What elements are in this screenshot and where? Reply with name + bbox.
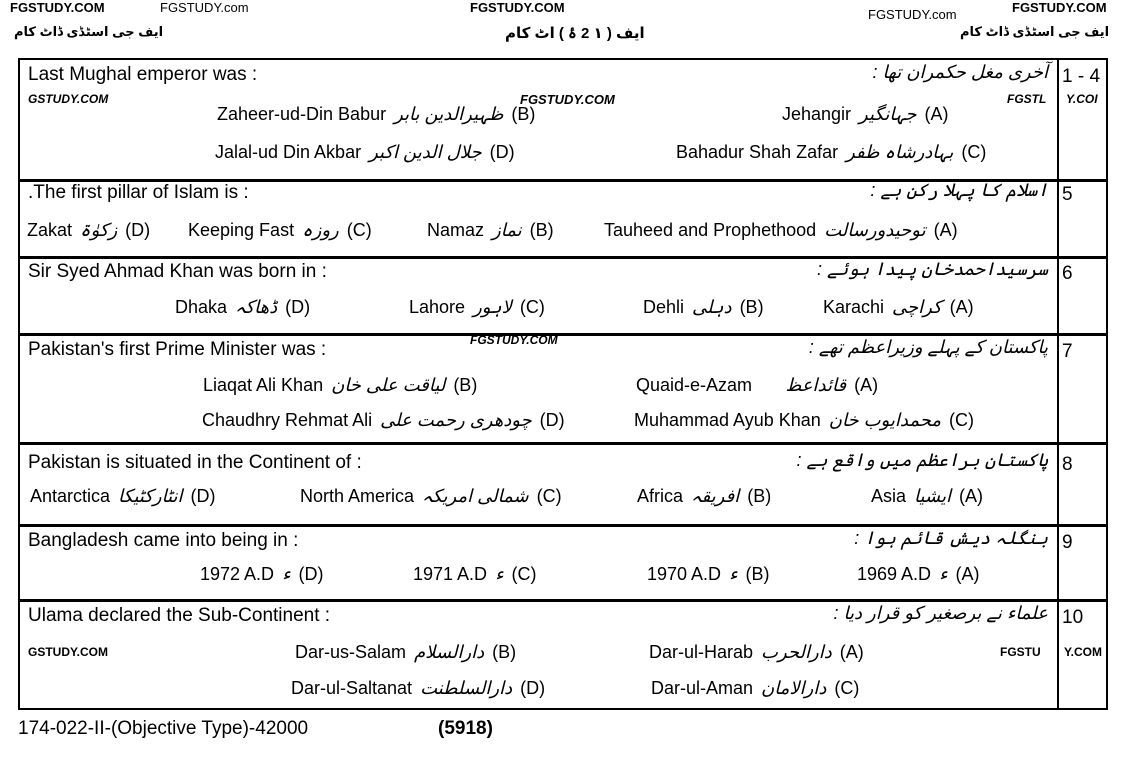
watermark: FGSTUDY.COM — [1012, 0, 1107, 15]
question-number: 7 — [1062, 341, 1073, 362]
watermark: GSTUDY.COM — [28, 92, 109, 106]
option-letter: (D) — [190, 486, 216, 506]
watermark: FGSTUDY.COM — [10, 0, 105, 15]
option-english: Dhaka — [175, 297, 228, 317]
answer-option[interactable] — [27, 220, 150, 241]
answer-option[interactable] — [676, 142, 986, 163]
paper-number: (5918) — [438, 718, 493, 739]
answer-option[interactable] — [413, 564, 537, 585]
answer-option[interactable] — [30, 486, 216, 507]
answer-option[interactable] — [175, 297, 310, 318]
watermark: FGSTUDY.com — [868, 7, 957, 22]
option-english: 1970 A.D — [647, 564, 722, 584]
option-urdu: دارالحرب — [761, 642, 832, 662]
watermark: FGSTUDY.com — [160, 0, 249, 15]
option-urdu: ڈھاکہ — [235, 297, 278, 317]
question-urdu: پاکستان براعظم میں واقع ہے : — [796, 450, 1048, 470]
option-urdu: ایشیا — [914, 486, 951, 506]
option-letter: (A) — [955, 564, 980, 584]
question-english: Last Mughal emperor was : — [28, 64, 258, 85]
option-english: Jalal-ud Din Akbar — [215, 142, 362, 162]
option-urdu: لاہور — [473, 297, 512, 317]
option-letter: (C) — [949, 410, 974, 430]
option-urdu: دارالامان — [761, 678, 827, 698]
option-urdu: دہلی — [692, 297, 732, 317]
option-urdu: انٹارکٹیکا — [118, 486, 183, 506]
watermark: FGSTUDY.COM — [470, 0, 565, 15]
answer-option[interactable] — [857, 564, 980, 585]
option-english: Africa — [637, 486, 684, 506]
answer-option[interactable] — [203, 375, 477, 396]
option-urdu: توحیدورسالت — [824, 220, 926, 240]
option-english: Karachi — [823, 297, 885, 317]
option-english: Dar-ul-Harab — [649, 642, 754, 662]
option-letter: (D) — [285, 297, 311, 317]
question-number: 1 - 4 — [1062, 66, 1101, 87]
option-english: Dehli — [643, 297, 685, 317]
header-urdu-center: ایف ( ۱ 2 ۂ ) اٹ کام — [505, 25, 645, 42]
option-urdu: زکوٰۃ — [80, 220, 118, 240]
option-letter: (D) — [125, 220, 151, 240]
question-english: Sir Syed Ahmad Khan was born in : — [28, 261, 327, 282]
option-english: Dar-us-Salam — [295, 642, 407, 662]
option-english: Muhammad Ayub Khan — [634, 410, 821, 430]
question-english: Pakistan is situated in the Continent of : — [28, 452, 362, 473]
answer-option[interactable] — [823, 297, 974, 318]
question-number: 6 — [1062, 263, 1073, 284]
row-divider — [18, 599, 1108, 602]
header-urdu-right: ایف جی اسٹڈی ڈاٹ کام — [960, 24, 1110, 39]
option-urdu: نماز — [492, 220, 522, 240]
answer-option[interactable] — [295, 642, 516, 663]
option-letter: (A) — [854, 375, 879, 395]
answer-option[interactable] — [647, 564, 770, 585]
option-letter: (C) — [961, 142, 987, 162]
option-english: North America — [300, 486, 415, 506]
option-urdu: افریقہ — [691, 486, 740, 506]
question-urdu: علماء نے برصغیر کو قرار دیا : — [833, 603, 1048, 623]
option-urdu: چودھری رحمت علی — [380, 410, 532, 430]
answer-option[interactable] — [409, 297, 545, 318]
option-urdu: جلال الدین اکبر — [369, 142, 482, 162]
option-english: Antarctica — [30, 486, 111, 506]
option-english: Liaqat Ali Khan — [203, 375, 324, 395]
option-letter: (A) — [949, 297, 974, 317]
watermark: FGSTL — [1007, 92, 1047, 106]
option-urdu: محمدایوب خان — [828, 410, 941, 430]
header-urdu-left: ایف جی اسٹڈی ڈاٹ کام — [14, 24, 164, 39]
watermark: Y.COI — [1066, 92, 1098, 106]
answer-option[interactable] — [300, 486, 562, 507]
option-urdu: ء — [939, 564, 948, 584]
option-english: 1971 A.D — [413, 564, 488, 584]
paper-code: 174-022-II-(Objective Type)-42000 — [18, 718, 309, 739]
option-english: 1969 A.D — [857, 564, 932, 584]
answer-option[interactable] — [291, 678, 545, 699]
option-english: Zaheer-ud-Din Babur — [217, 104, 387, 124]
option-english: Tauheed and Prophethood — [604, 220, 817, 240]
option-urdu: روزہ — [302, 220, 339, 240]
question-english: Bangladesh came into being in : — [28, 530, 299, 551]
option-english: Zakat — [27, 220, 73, 240]
question-urdu: پاکستان کے پہلے وزیراعظم تھے : — [808, 337, 1048, 357]
row-divider — [18, 442, 1108, 445]
answer-option[interactable] — [649, 642, 864, 663]
option-letter: (D) — [539, 410, 565, 430]
question-number: 5 — [1062, 184, 1073, 205]
question-number: 8 — [1062, 454, 1073, 475]
answer-option[interactable] — [643, 297, 764, 318]
option-letter: (A) — [959, 486, 983, 506]
option-english: 1972 A.D — [200, 564, 275, 584]
option-letter: (C) — [511, 564, 537, 584]
answer-option[interactable] — [215, 142, 515, 163]
question-english: .The first pillar of Islam is : — [28, 182, 249, 203]
option-english: Quaid-e-Azam — [636, 375, 753, 395]
option-letter: (B) — [739, 297, 764, 317]
question-number: 9 — [1062, 532, 1073, 553]
option-letter: (D) — [520, 678, 546, 698]
answer-option[interactable] — [427, 220, 554, 241]
option-urdu: بہادرشاہ ظفر — [846, 142, 954, 162]
question-urdu: سرسیداحمدخان پیدا ہوئے : — [817, 259, 1048, 279]
answer-option[interactable] — [651, 678, 859, 699]
question-urdu: بنگلہ دیش قائم ہوا : — [854, 528, 1048, 548]
option-letter: (B) — [492, 642, 517, 662]
answer-option[interactable] — [200, 564, 324, 585]
option-letter: (B) — [747, 486, 772, 506]
option-english: Bahadur Shah Zafar — [676, 142, 839, 162]
option-letter: (B) — [511, 104, 536, 124]
answer-option[interactable] — [604, 220, 958, 241]
option-letter: (C) — [346, 220, 372, 240]
option-urdu: جہانگیر — [859, 104, 917, 124]
watermark: FGSTU — [1000, 645, 1041, 659]
answer-option[interactable] — [782, 104, 949, 125]
option-urdu: ء — [282, 564, 291, 584]
option-english: Namaz — [427, 220, 485, 240]
option-urdu: لیاقت علی خان — [331, 375, 446, 395]
question-urdu: آخری مغل حکمران تھا : — [872, 62, 1048, 82]
option-english: Lahore — [409, 297, 466, 317]
row-divider — [18, 524, 1108, 527]
option-letter: (A) — [933, 220, 958, 240]
option-urdu: شمالی امریکہ — [422, 486, 529, 506]
option-urdu: دارالسلطنت — [420, 678, 513, 698]
answer-option[interactable] — [217, 104, 535, 125]
option-urdu: ظہیرالدین بابر — [394, 104, 504, 124]
option-urdu: ء — [495, 564, 504, 584]
question-english: Ulama declared the Sub-Continent : — [28, 605, 331, 626]
option-urdu: قائداعظمؒ — [760, 375, 847, 395]
answer-option[interactable] — [634, 410, 974, 431]
answer-option[interactable] — [871, 486, 983, 507]
option-urdu: دارالسلام — [414, 642, 485, 662]
option-urdu: ء — [729, 564, 738, 584]
answer-option[interactable] — [637, 486, 771, 507]
option-letter: (D) — [298, 564, 324, 584]
option-letter: (D) — [489, 142, 515, 162]
option-letter: (C) — [536, 486, 562, 506]
option-english: Chaudhry Rehmat Ali — [202, 410, 373, 430]
option-letter: (B) — [745, 564, 770, 584]
option-letter: (C) — [519, 297, 545, 317]
watermark: GSTUDY.COM — [28, 645, 109, 659]
option-english: Asia — [871, 486, 907, 506]
watermark: FGSTUDY.COM — [520, 92, 615, 107]
option-english: Dar-ul-Aman — [651, 678, 754, 698]
option-english: Dar-ul-Saltanat — [291, 678, 413, 698]
question-english: Pakistan's first Prime Minister was : — [28, 339, 327, 360]
question-number: 10 — [1062, 607, 1084, 628]
answer-option[interactable] — [188, 220, 372, 241]
option-letter: (C) — [834, 678, 860, 698]
watermark: FGSTUDY.COM — [470, 333, 558, 347]
row-divider — [18, 333, 1108, 336]
answer-option[interactable] — [202, 410, 565, 431]
number-column-divider — [1057, 58, 1059, 710]
option-english: Jehangir — [782, 104, 852, 124]
watermark: Y.COM — [1064, 645, 1103, 659]
answer-option[interactable] — [636, 375, 878, 396]
option-letter: (A) — [839, 642, 864, 662]
question-urdu: اسلام کا پہلا رکن ہے : — [870, 180, 1048, 200]
option-letter: (A) — [924, 104, 949, 124]
option-english: Keeping Fast — [188, 220, 295, 240]
option-urdu: کراچی — [892, 297, 942, 317]
option-letter: (B) — [453, 375, 478, 395]
option-letter: (B) — [529, 220, 554, 240]
